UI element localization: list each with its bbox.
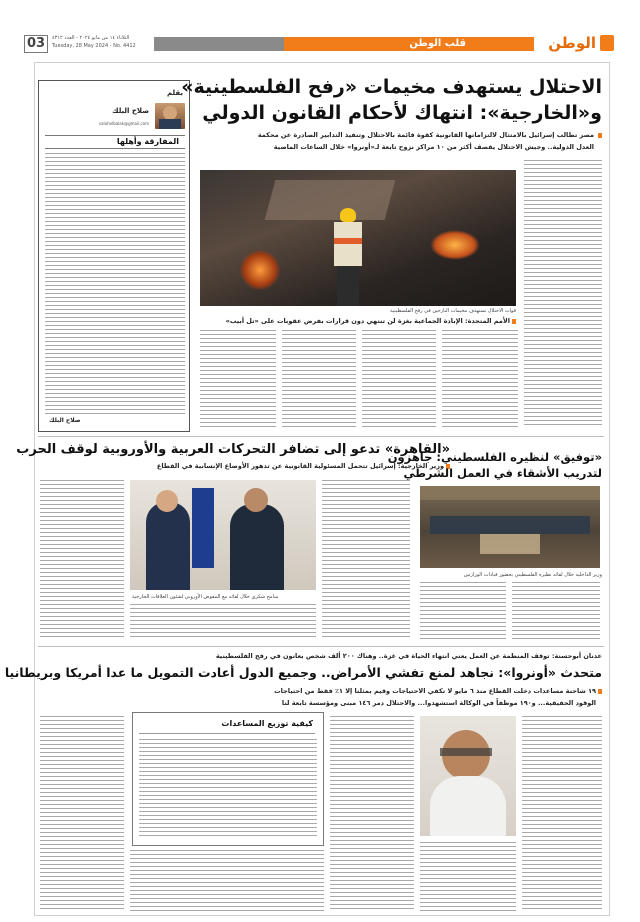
date-line-en: Tuesday, 28 May 2024 - No. 4412 (52, 43, 136, 49)
lead-text-col-2 (442, 330, 518, 428)
story3-headline-line2: لتدريب الأشقاء في العمل الشرطي (403, 466, 602, 480)
column-label: بقلم (166, 89, 183, 97)
story4-text-col-3 (330, 716, 414, 912)
story2-headline: «القاهرة» تدعو إلى تضافر التحركات العربية والأوروبية لوقف الحرب (16, 442, 450, 457)
story4-kicker: عدنان أبوحسنة: توقف المنظمة عن العمل يعني انتهاء الحياة في غزة.. وهناك ٢٠٠ ألف شخص يعانون في رفح الفلسطينية (215, 652, 602, 660)
story3-text-col-1 (512, 582, 600, 642)
story4-text-col-5 (40, 716, 124, 912)
divider-1 (38, 436, 604, 437)
column-title: المفارقة وأهلها (116, 137, 179, 146)
aid-distribution-box (132, 712, 324, 846)
story3-headline-line1: «توفيق» لنظيره الفلسطيني: جاهزون (387, 450, 602, 464)
author-photo (155, 103, 185, 129)
lead-deck-line2: العدل الدولية.. وجيش الاحتلال يقصف أكثر من ١٠ مراكز نزوح تابعة لـ«أونروا» خلال الساعات الماضية (273, 143, 594, 151)
masthead (20, 30, 620, 58)
story4-text-col-4 (130, 850, 324, 912)
story4-deck-line1: ١٩ شاحنة مساعدات دخلت القطاع منذ ٦ مايو لا تكفي الاحتياجات وقيم بمثلنا إلا ١٪ فقط من احتياجات (274, 687, 596, 695)
story2-photo-caption: سامح شكري خلال لقائه مع المفوض الأوروبي لشئون العلاقات الخارجية (132, 594, 279, 600)
lead-deck-marker-icon (598, 133, 602, 138)
page-number: 03 (24, 35, 48, 53)
story2-text-col-2 (40, 480, 124, 640)
lead-text-col-5 (200, 330, 276, 428)
logo-text: الوطن (548, 34, 596, 52)
lead-headline-line1: الاحتلال يستهدف مخيمات «رفح الفلسطينية» (181, 76, 602, 98)
story3-photo-caption: وزير الداخلية خلال لقائه نظيره الفلسطيني بحضور قيادات الوزارتين (463, 572, 602, 578)
story4-deck-line2: الوقود الحقيقية... و١٩٠ موظفاً في الوكالة استشهدوا... والاحتلال دمر ١٤٦ مبنى ومؤسسة تابعة لنا (281, 699, 596, 707)
divider-2 (38, 646, 604, 647)
date-line: الثلاثاء ١٤ من مايو ٢٠٢٤ - العدد ٤٣١٢ (52, 35, 130, 41)
lead-deck-line1: مصر تطالب إسرائيل بالامتثال لالتزاماتها القانونية كقوة قائمة بالاحتلال وتنفيذ التدابير الصادرة عن محكمة (257, 131, 594, 139)
lead-text-col-3 (362, 330, 436, 428)
story4-headline: متحدث «أونروا»: نجاهد لمنع تفشي الأمراض.. وجميع الدول أعادت التمويل ما عدا أمريكا وبريطانيا (4, 665, 602, 680)
column-signature: صلاح البلك (49, 417, 81, 424)
lead-photo-caption: قوات الاحتلال تستهدف مخيمات النازحين في رفح الفلسطينية (390, 308, 516, 314)
column-title-bar (45, 135, 185, 149)
author-email: salahelbalak@gmail.com (99, 121, 149, 126)
column-body-text (45, 153, 185, 415)
story4-text-col-1 (522, 716, 602, 912)
story3-text-col-2 (420, 582, 506, 642)
lead-pullquote-marker-icon (512, 319, 516, 324)
story4-photo (420, 716, 516, 836)
lead-headline-line2: و«الخارجية»: انتهاك لأحكام القانون الدولي (202, 102, 602, 124)
aid-box-title: كيفية توزيع المساعدات (221, 719, 313, 728)
section-name: قلب الوطن (409, 38, 466, 49)
opinion-column (38, 80, 190, 432)
author-name: صلاح البلك (112, 107, 149, 115)
logo-mark-icon (600, 35, 614, 51)
story2-deck: وزير الخارجية: إسرائيل تتحمل المسئولية القانونية عن تدهور الأوضاع الإنسانية في القطاع (156, 462, 444, 470)
lead-text-col-4 (282, 330, 356, 428)
lead-text-col-1 (524, 160, 602, 428)
eu-flag (192, 488, 214, 568)
story2-photo (130, 480, 316, 590)
section-band (284, 37, 534, 51)
rescuer-figure (328, 208, 368, 306)
story3-photo (420, 486, 600, 568)
story4-text-col-2 (420, 842, 516, 912)
story2-text-col-1 (322, 480, 410, 640)
aid-box-text (139, 739, 317, 839)
lead-pullquote: الأمم المتحدة: الإبادة الجماعية بغزة لن تنتهي دون قرارات بفرض عقوبات على «تل أبيب» (225, 317, 510, 325)
logo (548, 34, 614, 54)
story4-deck-marker-icon (598, 689, 602, 694)
story2-text-col-3 (130, 604, 316, 640)
section-band-grey (154, 37, 284, 51)
aid-box-title-rule (139, 733, 315, 734)
lead-photo (200, 170, 516, 306)
